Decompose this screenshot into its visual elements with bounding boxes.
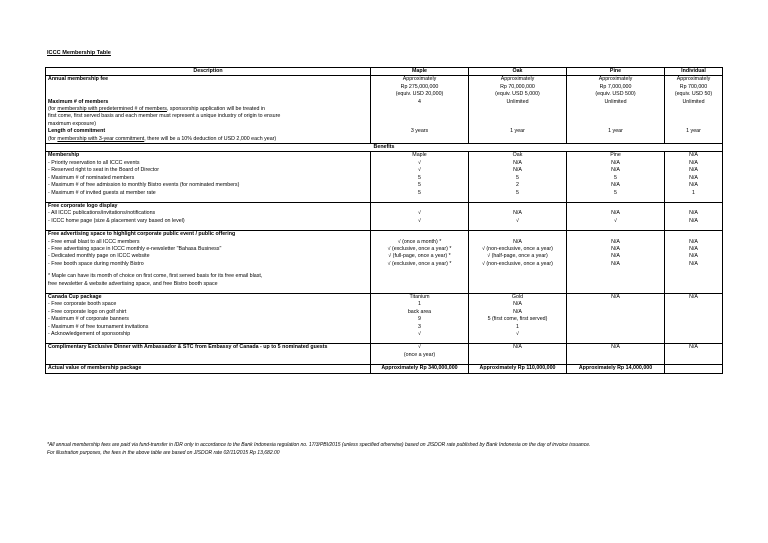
note-underlined: membership with 3-year commitment [57,135,145,142]
cell-maple: back area [371,309,469,316]
cell-individual: N/A [665,167,723,174]
cell-oak: N/A [469,160,567,167]
advertising-note-row [46,273,723,280]
fee-approx: Approximately [469,76,567,84]
empty-cell [371,121,469,128]
empty-cell [371,202,469,210]
empty-cell [469,202,567,210]
actual-value-label: Actual value of membership package [46,365,371,373]
note-text: , there will be a 10% deduction of USD 2,000 each year) [144,135,277,142]
empty-cell [567,273,665,280]
empty-cell [665,273,723,280]
max-members-note-row [46,106,723,113]
empty-cell [567,301,665,308]
dinner-individual: N/A [665,344,723,352]
table-row [46,167,723,174]
max-members-note: maximum exposure) [46,121,371,128]
empty-cell [567,231,665,239]
max-members-oak: Unlimited [469,99,567,106]
empty-cell [567,316,665,323]
row-label: - Priority reservation to all ICCC events [46,160,371,167]
page-title: ICCC Membership Table [47,50,111,56]
fee-rp-row [46,84,723,91]
footnotes [47,441,590,458]
empty-cell [665,113,723,120]
empty-cell [469,106,567,113]
membership-label: Membership [46,152,371,160]
fee-maple-usd: (equiv. USD 20,000) [371,91,469,98]
fee-approx: Approximately [665,76,723,84]
cell-oak: N/A [469,210,567,217]
cell-oak: N/A [469,301,567,308]
empty-cell [567,121,665,128]
fee-label: Annual membership fee [46,76,371,84]
table-row [46,182,723,189]
empty-cell [665,121,723,128]
empty-cell [665,352,723,359]
cell-pine: N/A [567,167,665,174]
table-row [46,218,723,225]
row-label: - Free corporate logo on golf shirt [46,309,371,316]
fee-maple-rp: Rp 275,000,000 [371,84,469,91]
cell-pine: N/A [567,261,665,268]
cell-oak: N/A [469,167,567,174]
cell-oak: N/A [469,239,567,246]
empty-cell [469,281,567,288]
membership-oak: Oak [469,152,567,160]
cell-maple: 5 [371,182,469,189]
row-label: - Maximum # of corporate banners [46,316,371,323]
row-label: - Maximum # of invited guests at member rate [46,190,371,197]
table-row [46,246,723,253]
advertising-row [46,231,723,239]
actual-value-row [46,365,723,373]
commitment-maple: 3 years [371,128,469,135]
cell-individual: N/A [665,218,723,225]
empty-cell [567,106,665,113]
empty-cell [567,113,665,120]
dinner-row [46,344,723,352]
empty-cell [371,273,469,280]
cell-maple: √ (once a month) * [371,239,469,246]
cell-pine: N/A [567,210,665,217]
cell-oak: 5 [469,175,567,182]
actual-value-individual [665,365,723,373]
cell-individual: N/A [665,239,723,246]
membership-pine: Pine [567,152,665,160]
fee-ind-usd: (equiv. USD 50) [665,91,723,98]
cell-oak: 2 [469,182,567,189]
cell-pine: N/A [567,182,665,189]
commitment-note [46,136,371,144]
max-members-note: first come, first served basis and each member must represent a unique industry of origin to ensure [46,113,371,120]
cell-oak: 1 [469,324,567,331]
header-pine: Pine [567,68,665,76]
canada-cup-row [46,293,723,301]
commitment-note-row [46,136,723,144]
empty-cell [567,136,665,144]
empty-cell [469,352,567,359]
footnote-illustration: For illustration purposes, the fees in the above table are based on JISDOR rate 02/11/2015 Rp 13,682.00 [47,450,280,457]
empty-cell [46,84,371,91]
cell-individual: 1 [665,190,723,197]
row-label: - Free advertising space in ICCC monthly e-newsletter "Bahasa Business" [46,246,371,253]
row-label: - Free corporate booth space [46,301,371,308]
empty-cell [371,136,469,144]
empty-cell [46,352,371,359]
empty-cell [469,136,567,144]
membership-table [45,67,723,374]
cell-maple: √ (exclusive, once a year) * [371,261,469,268]
empty-cell [665,324,723,331]
cell-individual: N/A [665,182,723,189]
actual-value-pine: Approximately Rp 14,000,000 [567,365,665,373]
commitment-individual: 1 year [665,128,723,135]
empty-cell [665,281,723,288]
empty-cell [567,331,665,338]
cell-maple: 5 [371,190,469,197]
table-row [46,324,723,331]
fee-oak-rp: Rp 70,000,000 [469,84,567,91]
fee-usd-row [46,91,723,98]
table-row [46,210,723,217]
fee-pine-usd: (equiv. USD 500) [567,91,665,98]
table-row [46,253,723,260]
cell-pine: 5 [567,175,665,182]
header-oak: Oak [469,68,567,76]
table-row [46,175,723,182]
table-row [46,316,723,323]
max-members-note-row [46,121,723,128]
table-row [46,239,723,246]
cell-oak: √ [469,218,567,225]
cell-individual: N/A [665,160,723,167]
table-row [46,301,723,308]
cell-maple: √ (exclusive, once a year) * [371,246,469,253]
empty-cell [665,316,723,323]
empty-cell [469,231,567,239]
cell-maple: 5 [371,175,469,182]
cell-maple: √ (full-page, once a year) * [371,253,469,260]
empty-cell [665,301,723,308]
max-members-row [46,99,723,106]
empty-cell [665,309,723,316]
max-members-note [46,106,371,113]
note-text: , sponsorship application will be treated in [166,106,265,113]
cell-maple: √ [371,218,469,225]
advertising-note: * Maple can have its month of choice on first come, first served basis for its free email blast, [46,273,371,280]
cell-oak: √ (non-exclusive, once a year) [469,261,567,268]
max-members-pine: Unlimited [567,99,665,106]
max-members-maple: 4 [371,99,469,106]
benefits-title: Benefits [46,144,723,152]
max-members-note-row [46,113,723,120]
empty-cell [567,352,665,359]
row-label: - Maximum # of nominated members [46,175,371,182]
advertising-note: free newsletter & website advertising space, and free Bistro booth space [46,281,371,288]
fee-row [46,76,723,84]
empty-cell [665,331,723,338]
table-row [46,160,723,167]
cell-individual: N/A [665,175,723,182]
row-label: - ICCC home page (size & placement vary based on level) [46,218,371,225]
dinner-oak: N/A [469,344,567,352]
note-underlined: membership with predetermined # of members [57,106,167,113]
cell-oak: √ [469,331,567,338]
cell-pine: N/A [567,160,665,167]
empty-cell [665,136,723,144]
dinner-pine: N/A [567,344,665,352]
cell-oak: 5 [469,190,567,197]
max-members-label: Maximum # of members [46,99,371,106]
cell-maple: 3 [371,324,469,331]
empty-cell [469,121,567,128]
cell-maple: √ [371,210,469,217]
cell-pine: N/A [567,239,665,246]
empty-cell [567,309,665,316]
dinner-label: Complimentary Exclusive Dinner with Ambassador & STC from Embassy of Canada - up to 5 nominated guests [46,344,371,352]
cell-pine: N/A [567,246,665,253]
row-label: - Maximum # of free tournament invitations [46,324,371,331]
cell-individual: N/A [665,253,723,260]
empty-cell [567,202,665,210]
footnote-fees: *All annual membership fees are paid via fund-transfer in IDR only in accordance to the Bank Indonesia regulation no. 17/3/PBI/2015 (unless specified otherwise) based on JISDOR rate published by Bank Indonesia on the day of invoice issuance. [47,442,591,448]
advertising-note-row [46,281,723,288]
header-description: Description [46,68,371,76]
cell-oak: 5 (first come, first served) [469,316,567,323]
fee-ind-rp: Rp 700,000 [665,84,723,91]
cell-individual: N/A [665,261,723,268]
commitment-row [46,128,723,135]
fee-pine-rp: Rp 7,000,000 [567,84,665,91]
empty-cell [371,113,469,120]
note-text: (for [48,106,58,113]
cell-oak: √ (non-exclusive, once a year) [469,246,567,253]
display-label: Free corporate logo display [46,202,371,210]
table-row [46,309,723,316]
table-row [46,190,723,197]
table-row [46,331,723,338]
membership-individual: N/A [665,152,723,160]
empty-cell [371,281,469,288]
canada-cup-oak: Gold [469,293,567,301]
cell-maple: √ [371,331,469,338]
commitment-oak: 1 year [469,128,567,135]
empty-cell [567,324,665,331]
dinner-maple: √ [371,344,469,352]
row-label: - Maximum # of free admission to monthly Bistro events (for nominated members) [46,182,371,189]
membership-maple: Maple [371,152,469,160]
empty-cell [469,113,567,120]
header-individual: Individual [665,68,723,76]
empty-cell [371,231,469,239]
cell-individual: N/A [665,246,723,253]
note-text: (for [48,135,58,142]
actual-value-oak: Approximately Rp 110,000,000 [469,365,567,373]
row-label: - Reserved right to seat in the Board of Director [46,167,371,174]
max-members-individual: Unlimited [665,99,723,106]
fee-oak-usd: (equiv. USD 5,000) [469,91,567,98]
fee-approx: Approximately [371,76,469,84]
dinner-note-row [46,352,723,359]
empty-cell [469,273,567,280]
commitment-label: Length of commitment [46,128,371,135]
cell-pine: 5 [567,190,665,197]
cell-pine: N/A [567,253,665,260]
empty-cell [371,106,469,113]
empty-cell [46,91,371,98]
canada-cup-label: Canada Cup package [46,293,371,301]
actual-value-maple: Approximately Rp 340,000,000 [371,365,469,373]
cell-maple: 1 [371,301,469,308]
header-maple: Maple [371,68,469,76]
canada-cup-individual: N/A [665,293,723,301]
empty-cell [665,106,723,113]
cell-oak: N/A [469,309,567,316]
empty-cell [567,281,665,288]
cell-pine: √ [567,218,665,225]
cell-individual: N/A [665,210,723,217]
cell-maple: 9 [371,316,469,323]
header-row [46,68,723,76]
fee-approx: Approximately [567,76,665,84]
canada-cup-pine: N/A [567,293,665,301]
empty-cell [665,231,723,239]
row-label: - Free email blast to all ICCC members [46,239,371,246]
membership-row [46,152,723,160]
cell-oak: √ (half-page, once a year) [469,253,567,260]
commitment-pine: 1 year [567,128,665,135]
cell-maple: √ [371,160,469,167]
row-label: - All ICCC publications/invitations/notifications [46,210,371,217]
table-row [46,261,723,268]
cell-maple: √ [371,167,469,174]
row-label: - Dedicated monthly page on ICCC website [46,253,371,260]
row-label: - Free booth space during monthly Bistro [46,261,371,268]
benefits-row [46,144,723,152]
canada-cup-maple: Titanium [371,293,469,301]
advertising-label: Free advertising space to highlight corporate public event / public offering [46,231,371,239]
row-label: - Acknowledgement of sponsorship [46,331,371,338]
dinner-maple-note: (once a year) [371,352,469,359]
empty-cell [665,202,723,210]
display-row [46,202,723,210]
